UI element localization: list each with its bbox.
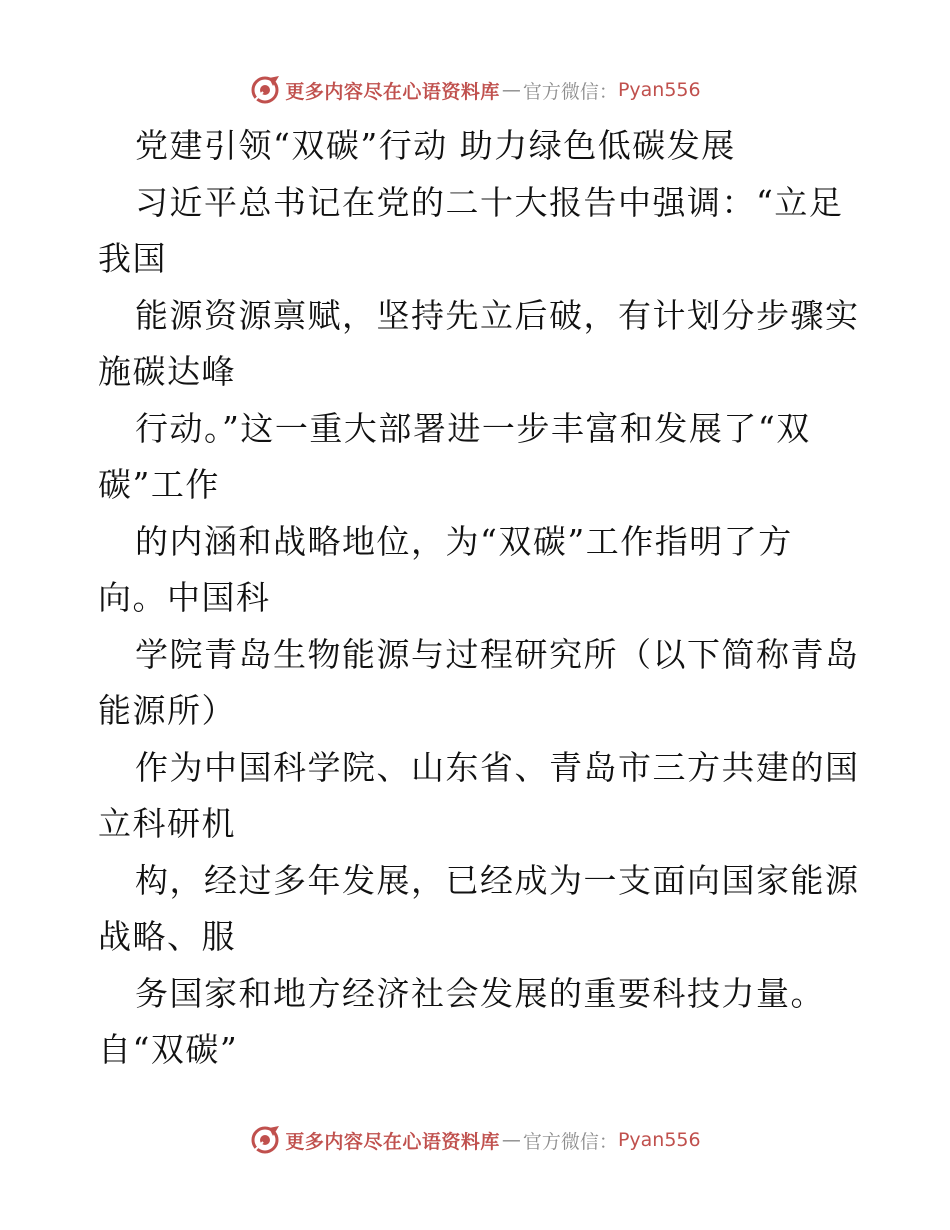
text-line: 构，经过多年发展，已经成为一支面向国家能源 bbox=[135, 860, 860, 900]
document-title: 党建引领“双碳”行动 助力绿色低碳发展 bbox=[135, 126, 736, 165]
watermark-dash: — bbox=[501, 1129, 521, 1151]
text-line: 自“双碳” bbox=[98, 1030, 239, 1069]
watermark-dash: — bbox=[501, 79, 521, 101]
text-line: 务国家和地方经济社会发展的重要科技力量。 bbox=[135, 973, 825, 1013]
text-line: 施碳达峰 bbox=[98, 352, 236, 391]
watermark-wechat-label: 官方微信： bbox=[522, 1130, 618, 1153]
document-body bbox=[98, 118, 858, 1079]
text-line: 学院青岛生物能源与过程研究所（以下简称青岛 bbox=[135, 634, 860, 674]
header-watermark bbox=[0, 72, 950, 108]
footer-watermark bbox=[0, 1122, 950, 1158]
watermark-wechat-id: Pyan556 bbox=[617, 1129, 701, 1151]
quill-seal-icon bbox=[249, 1124, 281, 1156]
text-line: 行动。”这一重大部署进一步丰富和发展了“双 bbox=[135, 408, 811, 448]
watermark-wechat-id: Pyan556 bbox=[617, 79, 701, 101]
text-line: 立科研机 bbox=[98, 804, 236, 843]
text-line: 我国 bbox=[98, 239, 167, 278]
text-line: 能源资源禀赋，坚持先立后破，有计划分步骤实 bbox=[135, 295, 860, 335]
text-line: 的内涵和战略地位，为“双碳”工作指明了方 bbox=[135, 521, 793, 561]
quill-seal-icon bbox=[249, 74, 281, 106]
text-line: 向。中国科 bbox=[98, 578, 271, 617]
watermark-wechat-label: 官方微信： bbox=[522, 80, 618, 103]
text-line: 战略、服 bbox=[98, 917, 236, 956]
text-line: 能源所） bbox=[98, 691, 236, 730]
text-line: 习近平总书记在党的二十大报告中强调：“立足 bbox=[135, 182, 844, 222]
watermark-site-text: 更多内容尽在心语资料库 bbox=[285, 80, 500, 103]
text-line: 碳”工作 bbox=[98, 465, 220, 504]
text-line: 作为中国科学院、山东省、青岛市三方共建的国 bbox=[135, 747, 860, 787]
watermark-site-text: 更多内容尽在心语资料库 bbox=[285, 1130, 500, 1153]
